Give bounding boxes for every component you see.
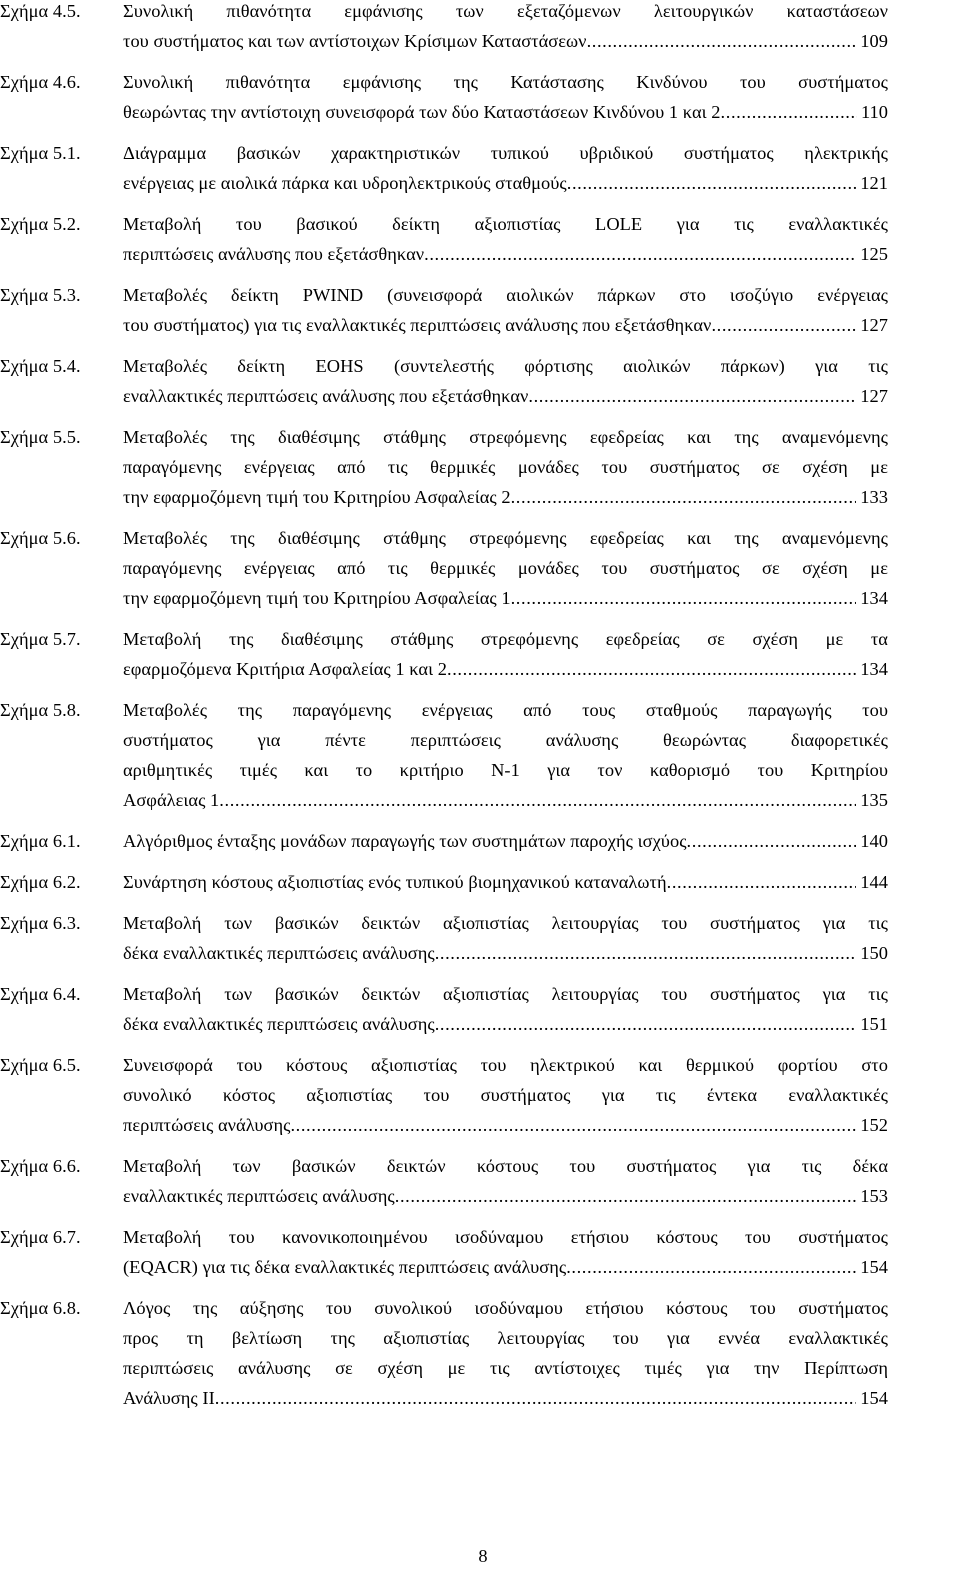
dot-leader bbox=[667, 867, 857, 897]
dot-leader bbox=[511, 583, 857, 613]
figure-caption-line: Μεταβολή των βασικών δεικτών κόστους του συστήματος για τις δέκα bbox=[123, 1156, 888, 1176]
figure-caption-last-line bbox=[123, 867, 888, 897]
dot-leader bbox=[435, 1009, 857, 1039]
toc-entry bbox=[0, 209, 888, 269]
figure-label: Σχήμα 5.8. bbox=[0, 700, 81, 720]
figure-label: Σχήμα 5.3. bbox=[0, 285, 81, 305]
page-ref: 154 bbox=[860, 1257, 888, 1277]
figure-caption-line: προς τη βελτίωση της αξιοπιστίας λειτουργίας του για εννέα εναλλακτικές bbox=[123, 1328, 888, 1348]
figure-caption-text: Συνάρτηση κόστους αξιοπιστίας ενός τυπικού βιομηχανικού καταναλωτή bbox=[123, 872, 667, 892]
figure-caption-line: παραγόμενης ενέργειας από τις θερμικές μονάδες του συστήματος σε σχέση με bbox=[123, 457, 888, 477]
figure-caption-last-line bbox=[123, 1383, 888, 1413]
page-ref: 150 bbox=[860, 943, 888, 963]
toc-entry bbox=[0, 695, 888, 815]
page-ref: 151 bbox=[860, 1014, 888, 1034]
dot-leader bbox=[721, 97, 857, 127]
figure-label: Σχήμα 4.6. bbox=[0, 72, 81, 92]
figure-caption-line: αριθμητικές τιμές και το κριτήριο N-1 για τον καθορισμό του Κριτηρίου bbox=[123, 760, 888, 780]
toc-entry bbox=[0, 0, 888, 56]
page-ref: 134 bbox=[860, 659, 888, 679]
figure-caption-last-line bbox=[123, 168, 888, 198]
figure-caption-line: Συνολική πιθανότητα εμφάνισης των εξεταζόμενων λειτουργικών καταστάσεων bbox=[123, 1, 888, 21]
figure-caption-text: (EQACR) για τις δέκα εναλλακτικές περιπτώσεις ανάλυσης bbox=[123, 1257, 567, 1277]
figure-label: Σχήμα 5.6. bbox=[0, 528, 81, 548]
toc-entry bbox=[0, 979, 888, 1039]
figure-caption-line: Μεταβολή των βασικών δεικτών αξιοπιστίας λειτουργίας του συστήματος για τις bbox=[123, 913, 888, 933]
figure-caption-line: Μεταβολές της παραγόμενης ενέργειας από τους σταθμούς παραγωγής του bbox=[123, 700, 888, 720]
figure-label: Σχήμα 6.8. bbox=[0, 1298, 81, 1318]
figure-caption-text: Ανάλυσης ΙΙ bbox=[123, 1388, 215, 1408]
toc-entry bbox=[0, 523, 888, 613]
figure-caption-line: Μεταβολές δείκτη EOHS (συντελεστής φόρτισης αιολικών πάρκων) για τις bbox=[123, 356, 888, 376]
dot-leader bbox=[587, 26, 857, 56]
page-ref: 127 bbox=[860, 386, 888, 406]
figure-caption-last-line bbox=[123, 826, 888, 856]
dot-leader bbox=[290, 1110, 856, 1140]
figure-label: Σχήμα 6.6. bbox=[0, 1156, 81, 1176]
figure-caption-line: Διάγραμμα βασικών χαρακτηριστικών τυπικού υβριδικού συστήματος ηλεκτρικής bbox=[123, 143, 888, 163]
figure-label: Σχήμα 6.7. bbox=[0, 1227, 81, 1247]
page-ref: 140 bbox=[860, 831, 888, 851]
figure-caption-text: Αλγόριθμος ένταξης μονάδων παραγωγής των συστημάτων παροχής ισχύος bbox=[123, 831, 687, 851]
figure-label: Σχήμα 6.2. bbox=[0, 872, 81, 892]
figure-caption-last-line bbox=[123, 1110, 888, 1140]
page-ref: 110 bbox=[860, 102, 888, 122]
figure-caption-text: δέκα εναλλακτικές περιπτώσεις ανάλυσης bbox=[123, 1014, 435, 1034]
toc-entry bbox=[0, 826, 888, 856]
toc-entry bbox=[0, 351, 888, 411]
page-number: 8 bbox=[478, 1546, 488, 1566]
dot-leader bbox=[567, 168, 856, 198]
figure-caption-last-line bbox=[123, 482, 888, 512]
dot-leader bbox=[528, 381, 856, 411]
figure-caption-line: συστήματος για πέντε περιπτώσεις ανάλυσης θεωρώντας διαφορετικές bbox=[123, 730, 888, 750]
toc-entry bbox=[0, 280, 888, 340]
page-ref: 125 bbox=[860, 244, 888, 264]
figure-label: Σχήμα 5.4. bbox=[0, 356, 81, 376]
page-ref: 133 bbox=[860, 487, 888, 507]
figure-caption-line: περιπτώσεις ανάλυσης σε σχέση με τις αντίστοιχες τιμές για την Περίπτωση bbox=[123, 1358, 888, 1378]
toc-entry bbox=[0, 908, 888, 968]
toc-entry bbox=[0, 1050, 888, 1140]
dot-leader bbox=[395, 1181, 857, 1211]
figure-caption-last-line bbox=[123, 785, 888, 815]
figure-label: Σχήμα 6.1. bbox=[0, 831, 81, 851]
figure-caption-line: Μεταβολές δείκτη PWIND (συνεισφορά αιολικών πάρκων στο ισοζύγιο ενέργειας bbox=[123, 285, 888, 305]
figure-caption-line: συνολικό κόστος αξιοπιστίας του συστήματος για τις έντεκα εναλλακτικές bbox=[123, 1085, 888, 1105]
toc-entry bbox=[0, 1293, 888, 1413]
page-ref: 152 bbox=[860, 1115, 888, 1135]
figure-label: Σχήμα 5.2. bbox=[0, 214, 81, 234]
figure-caption-last-line bbox=[123, 26, 888, 56]
figure-caption-text: δέκα εναλλακτικές περιπτώσεις ανάλυσης bbox=[123, 943, 435, 963]
toc-entry bbox=[0, 67, 888, 127]
figure-label: Σχήμα 6.5. bbox=[0, 1055, 81, 1075]
dot-leader bbox=[511, 482, 857, 512]
figure-caption-line: Μεταβολή των βασικών δεικτών αξιοπιστίας λειτουργίας του συστήματος για τις bbox=[123, 984, 888, 1004]
page-ref: 154 bbox=[860, 1388, 888, 1408]
page-ref: 135 bbox=[860, 790, 888, 810]
figure-caption-line: Μεταβολή του βασικού δείκτη αξιοπιστίας LOLE για τις εναλλακτικές bbox=[123, 214, 888, 234]
figure-label: Σχήμα 5.1. bbox=[0, 143, 81, 163]
figure-caption-text: εναλλακτικές περιπτώσεις ανάλυσης που εξετάσθηκαν bbox=[123, 386, 529, 406]
toc-entry bbox=[0, 1222, 888, 1282]
toc-entry bbox=[0, 867, 888, 897]
figure-caption-line: Μεταβολή της διαθέσιμης στάθμης στρεφόμενης εφεδρείας σε σχέση με τα bbox=[123, 629, 888, 649]
figure-caption-last-line bbox=[123, 1181, 888, 1211]
figure-caption-line: Λόγος της αύξησης του συνολικού ισοδύναμου ετήσιου κόστους του συστήματος bbox=[123, 1298, 888, 1318]
figure-caption-last-line bbox=[123, 1009, 888, 1039]
figure-caption-last-line bbox=[123, 1252, 888, 1282]
figure-caption-last-line bbox=[123, 654, 888, 684]
figure-caption-line: Μεταβολές της διαθέσιμης στάθμης στρεφόμενης εφεδρείας και της αναμενόμενης bbox=[123, 528, 888, 548]
dot-leader bbox=[566, 1252, 856, 1282]
toc-entry bbox=[0, 1151, 888, 1211]
figure-caption-text: περιπτώσεις ανάλυσης που εξετάσθηκαν bbox=[123, 244, 425, 264]
figure-caption-line: Μεταβολή του κανονικοποιημένου ισοδύναμου ετήσιου κόστους του συστήματος bbox=[123, 1227, 888, 1247]
figure-label: Σχήμα 4.5. bbox=[0, 1, 81, 21]
figure-caption-last-line bbox=[123, 381, 888, 411]
toc-entry bbox=[0, 624, 888, 684]
figure-caption-line: παραγόμενης ενέργειας από τις θερμικές μονάδες του συστήματος σε σχέση με bbox=[123, 558, 888, 578]
figure-caption-text: περιπτώσεις ανάλυσης bbox=[123, 1115, 291, 1135]
page-ref: 144 bbox=[860, 872, 888, 892]
figure-caption-text: εφαρμοζόμενα Κριτήρια Ασφαλείας 1 και 2 bbox=[123, 659, 448, 679]
dot-leader bbox=[435, 938, 857, 968]
dot-leader bbox=[687, 826, 857, 856]
page-ref: 134 bbox=[860, 588, 888, 608]
figure-caption-text: την εφαρμοζόμενη τιμή του Κριτηρίου Ασφαλείας 2 bbox=[123, 487, 511, 507]
page-ref: 109 bbox=[860, 31, 888, 51]
dot-leader bbox=[447, 654, 856, 684]
figure-caption-last-line bbox=[123, 310, 888, 340]
toc-entry bbox=[0, 422, 888, 512]
dot-leader bbox=[215, 1383, 856, 1413]
figure-caption-last-line bbox=[123, 97, 888, 127]
figure-caption-line: Συνολική πιθανότητα εμφάνισης της Κατάστασης Κινδύνου του συστήματος bbox=[123, 72, 888, 92]
figure-caption-line: Μεταβολές της διαθέσιμης στάθμης στρεφόμενης εφεδρείας και της αναμενόμενης bbox=[123, 427, 888, 447]
figure-label: Σχήμα 6.4. bbox=[0, 984, 81, 1004]
dot-leader bbox=[424, 239, 856, 269]
figure-caption-last-line bbox=[123, 583, 888, 613]
figure-caption-text: την εφαρμοζόμενη τιμή του Κριτηρίου Ασφαλείας 1 bbox=[123, 588, 511, 608]
figure-caption-text: θεωρώντας την αντίστοιχη συνεισφορά των δύο Καταστάσεων Κινδύνου 1 και 2 bbox=[123, 102, 721, 122]
figure-caption-line: Συνεισφορά του κόστους αξιοπιστίας του ηλεκτρικού και θερμικού φορτίου στο bbox=[123, 1055, 888, 1075]
figure-caption-text: Ασφάλειας 1 bbox=[123, 790, 220, 810]
dot-leader bbox=[219, 785, 856, 815]
figure-caption-last-line bbox=[123, 938, 888, 968]
page-ref: 127 bbox=[860, 315, 888, 335]
figure-caption-text: εναλλακτικές περιπτώσεις ανάλυσης bbox=[123, 1186, 395, 1206]
toc-entry bbox=[0, 138, 888, 198]
dot-leader bbox=[711, 310, 856, 340]
figure-label: Σχήμα 5.7. bbox=[0, 629, 81, 649]
figure-label: Σχήμα 5.5. bbox=[0, 427, 81, 447]
figure-caption-text: του συστήματος και των αντίστοιχων Κρίσιμων Καταστάσεων bbox=[123, 31, 587, 51]
figure-label: Σχήμα 6.3. bbox=[0, 913, 81, 933]
page-ref: 121 bbox=[860, 173, 888, 193]
page-ref: 153 bbox=[860, 1186, 888, 1206]
figure-caption-text: ενέργειας με αιολικά πάρκα και υδροηλεκτρικούς σταθμούς bbox=[123, 173, 567, 193]
figure-caption-text: του συστήματος) για τις εναλλακτικές περιπτώσεις ανάλυσης που εξετάσθηκαν bbox=[123, 315, 712, 335]
figure-caption-last-line bbox=[123, 239, 888, 269]
